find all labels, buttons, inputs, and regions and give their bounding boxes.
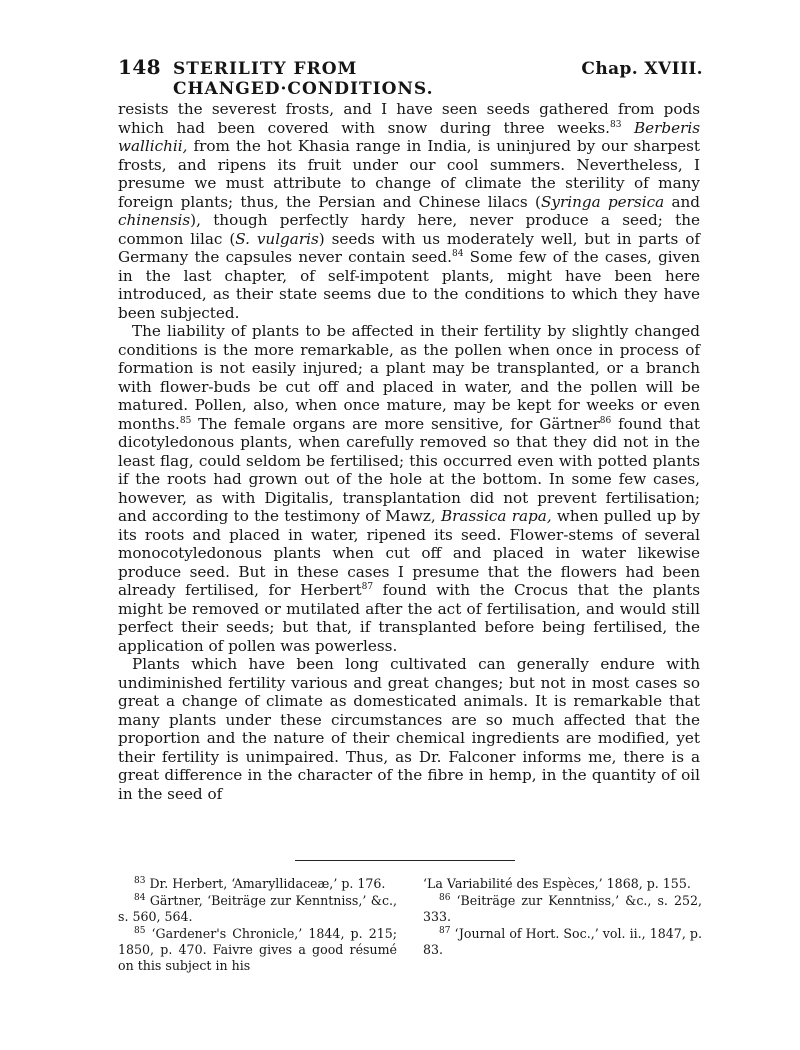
italic-term: Syringa persica xyxy=(540,192,665,211)
text-run: when pulled up by its roots and placed in water, ripened its seed. Flower-stems of several monocotyledonous plants when cut off and placed in water likewise produce seed. But in these cases I presume that the flowers had been already fertilised, for Herbert xyxy=(118,507,700,599)
footnote-number: 86 xyxy=(439,892,451,903)
running-header xyxy=(118,55,703,99)
footnote-number: 83 xyxy=(134,875,146,886)
text-run: found with the Crocus that the plants might be removed or mutilated after the act of fertilisation, and would still perfect their seeds; but that, if transplanted before being fertilised, the application of pollen was powerless. xyxy=(118,581,700,655)
footnote-86 xyxy=(423,893,702,925)
text-run: from the hot Khasia range in India, is uninjured by our sharpest frosts, and ripens its fruit under our cool summers. Nevertheless, I presume we must attribute to change of climate the sterility of many foreign plants; thus, the Persian and Chinese lilacs ( xyxy=(118,137,700,211)
text-run: and xyxy=(664,192,700,211)
running-title: STERILITY FROM CHANGED·CONDITIONS. xyxy=(172,59,434,99)
text-run: ), though perfectly hardy here, never produce a seed; the common lilac ( xyxy=(118,211,700,248)
footnote-text: Dr. Herbert, ‘Amaryllidaceæ,’ p. 176. xyxy=(145,876,386,891)
paragraph xyxy=(118,322,700,655)
footnote-84 xyxy=(118,893,397,925)
footnote-number: 85 xyxy=(134,925,146,936)
text-run: Some few of the cases, given in the last chapter, of self-impotent plants, might have been here introduced, as their state seems due to the conditions to which they have been subjected. xyxy=(118,248,700,322)
italic-term: Brassica rapa, xyxy=(441,507,552,525)
text-run: ) seeds with us moderately well, but in parts of Germany the capsules never contain seed. xyxy=(118,229,700,266)
footnote-ref-85[interactable]: 85 xyxy=(179,415,192,426)
main-text xyxy=(118,100,700,803)
italic-term: chinensis xyxy=(118,211,191,229)
footnote-number: 87 xyxy=(439,925,451,936)
footnote-column-left xyxy=(118,876,397,975)
footnote-text: ‘Gardener's Chronicle,’ 1844, p. 215; 1850, p. 470. Faivre gives a good résumé on this subject in his xyxy=(118,926,397,973)
footnote-85 xyxy=(118,926,397,974)
footnote-ref-84[interactable]: 84 xyxy=(451,248,464,259)
footnote-text: Gärtner, ‘Beiträge zur Kenntniss,’ &c., s. 560, 564. xyxy=(118,893,397,924)
text-run: The female organs are more sensitive, for Gärtner xyxy=(191,414,600,433)
footnote-text: ‘Beiträge zur Kenntniss,’ &c., s. 252, 333. xyxy=(423,893,702,924)
text-run: The liability of plants to be affected in their fertility by slightly changed conditions is the more remarkable, as the pollen when once in process of formation is not easily injured; a plant may be transplanted, or a branch with flower-buds be cut off and placed in water, and the pollen will be matured. Pollen, also, when once mature, may be kept for weeks or even months. xyxy=(118,322,700,433)
footnote-ref-87[interactable]: 87 xyxy=(361,581,374,592)
footnote-ref-83[interactable]: 83 xyxy=(609,119,622,130)
chapter-label: Chap. XVIII. xyxy=(581,59,703,79)
footnote-87 xyxy=(423,926,702,958)
footnote-ref-86[interactable]: 86 xyxy=(599,415,612,426)
italic-term: Berberis wallichii, xyxy=(118,118,701,155)
text-run xyxy=(621,119,634,137)
page-number: 148 xyxy=(118,55,161,79)
footnotes xyxy=(118,876,702,975)
paragraph xyxy=(118,100,700,322)
paragraph: Plants which have been long cultivated can generally endure with undiminished fertility various and great changes; but not in most cases so great a change of climate as domesticated animals. It is remarkable that many plants under these circumstances are so much affected that the proportion and the nature of their chemical ingredients are modified, yet their fertility is unimpaired. Thus, as Dr. Falconer informs me, there is a great difference in the character of the fibre in hemp, in the quantity of oil in the seed of xyxy=(118,655,700,803)
footnote-83 xyxy=(118,876,397,892)
footnote-number: 84 xyxy=(134,892,146,903)
italic-term: S. vulgaris xyxy=(235,229,319,248)
text-run: resists the severest frosts, and I have seen seeds gathered from pods which had been covered with snow during three weeks. xyxy=(118,100,700,137)
footnote-text: ‘Journal of Hort. Soc.,’ vol. ii., 1847, p. 83. xyxy=(423,926,702,957)
footnote-85-continued: ‘La Variabilité des Espèces,’ 1868, p. 155. xyxy=(423,876,691,891)
footnote-divider xyxy=(295,860,515,861)
text-run: found that dicotyledonous plants, when carefully removed so that they did not in the least flag, could seldom be fertilised; this occurred even with potted plants if the roots had grown out of the hole at the bottom. In some few cases, however, as with Digitalis, transplantation did not prevent fertilisation; and according to the testimony of Mawz, xyxy=(118,414,700,525)
footnote-column-right xyxy=(423,876,702,975)
